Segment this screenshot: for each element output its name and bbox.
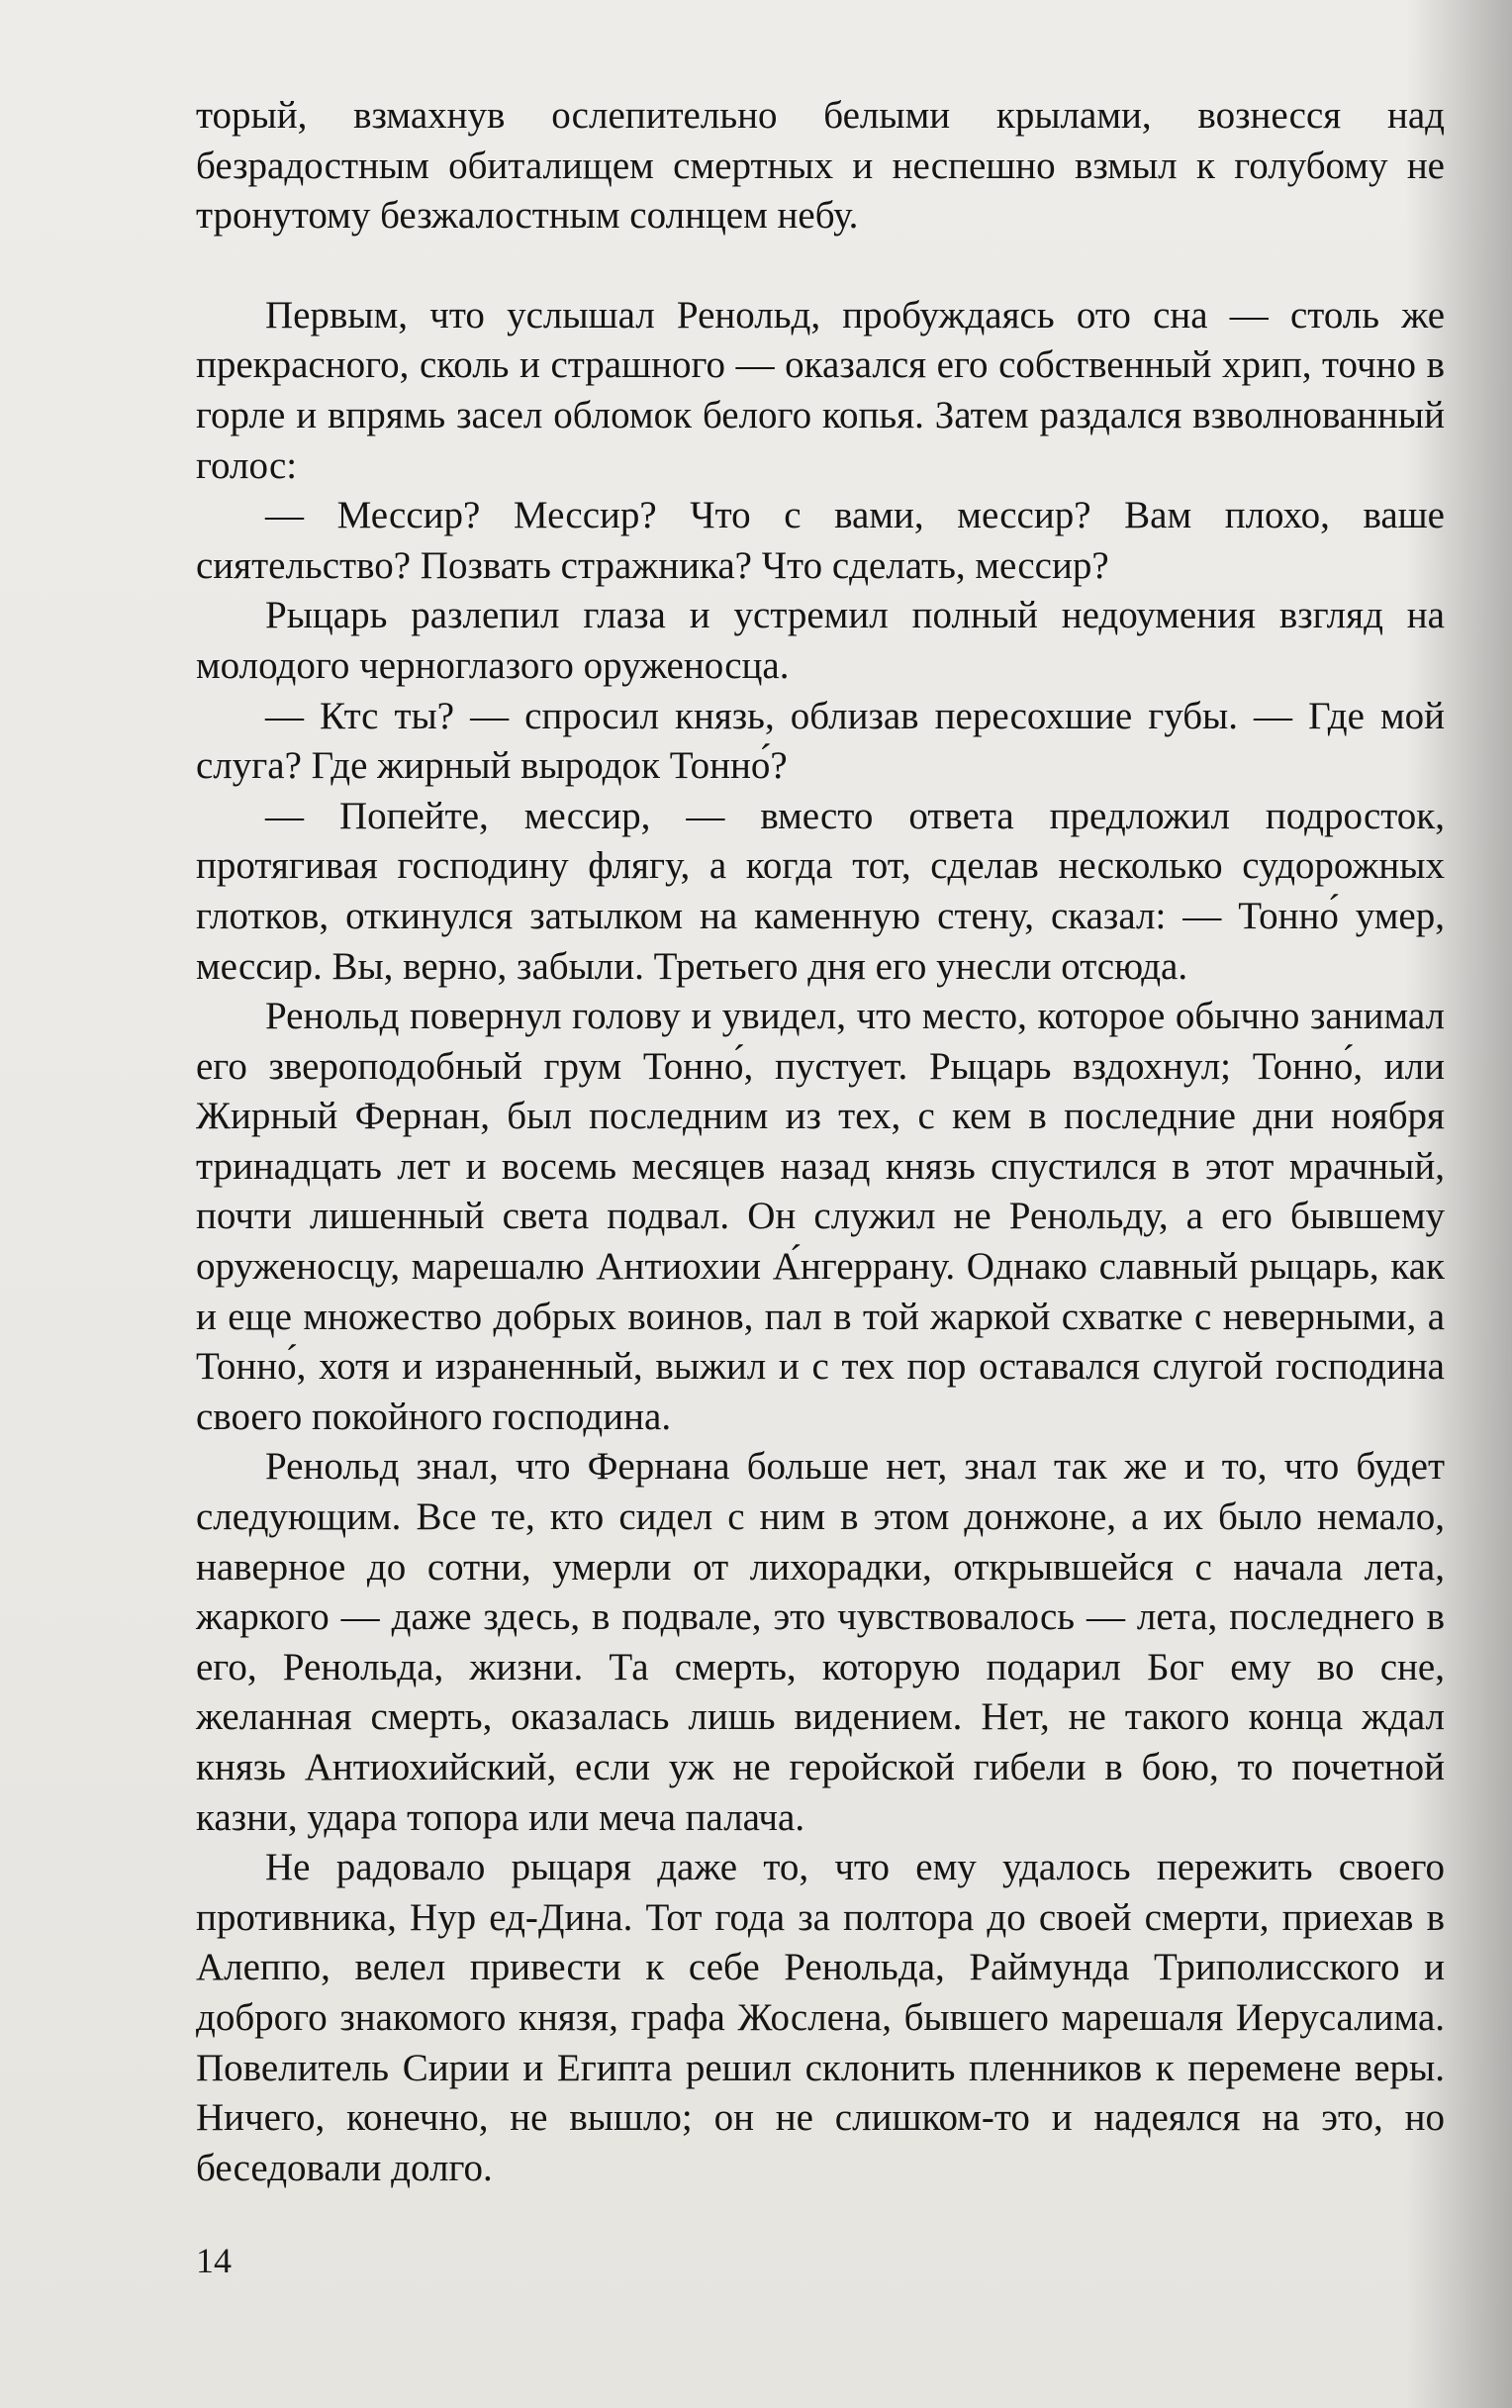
paragraph-8: Ренольд знал, что Фернана больше нет, знал так же и то, что будет следующим. Все те, кто сидел с ним в этом донжоне, а их было немало, наверное до сотни, умерли от лихорадки, открывшейся с начала лета, жаркого — даже здесь, в подвале, это чувствовалось — лета, последнего в его, Ренольда, жизни. Та смерть, которую подарил Бог ему во сне, желанная смерть, оказалась лишь видением. Нет, не такого конца ждал князь Антиохийский, если уж не геройской гибели в бою, то почетной казни, удара топора или меча палача. [196, 1445, 1445, 1839]
paragraph-3: — Мессир? Мессир? Что с вами, мессир? Вам плохо, ваше сиятельство? Позвать стражника? Что сделать, мессир? [196, 494, 1445, 587]
paragraph-2: Первым, что услышал Ренольд, пробуждаясь ото сна — столь же прекрасного, сколь и страшного — оказался его собственный хрип, точно в горле и впрямь засел обломок белого копья. Затем раздался взволнованный голос: [196, 293, 1445, 487]
paragraph-4: Рыцарь разлепил глаза и устремил полный недоумения взгляд на молодого черноглазого оруженосца. [196, 594, 1445, 687]
paragraph-6: — Попейте, мессир, — вместо ответа предложил подросток, протягивая господину флягу, а когда тот, сделав несколько судорожных глотков, откинулся затылком на каменную стену, сказал: — Тонно́ умер, мессир. Вы, верно, забыли. Третьего дня его унесли отсюда. [196, 794, 1445, 988]
page-body-text [196, 91, 1445, 2193]
page-number: 14 [196, 2241, 232, 2280]
paragraph-9: Не радовало рыцаря даже то, что ему удалось пережить своего противника, Нур ед-Дина. Тот года за полтора до своей смерти, приехав в Алеппо, велел привести к себе Ренольда, Раймунда Триполисского и доброго знакомого князя, графа Жослена, бывшего марешаля Иерусалима. Повелитель Сирии и Египта решил склонить пленников к перемене веры. Ничего, конечно, не вышло; он не слишком-то и надеялся на это, но беседовали долго. [196, 1846, 1445, 2189]
paragraph-7: Ренольд повернул голову и увидел, что место, которое обычно занимал его звероподобный грум Тонно́, пустует. Рыцарь вздохнул; Тонно́, или Жирный Фернан, был последним из тех, с кем в последние дни ноября тринадцать лет и восемь месяцев назад князь спустился в этот мрачный, почти лишенный света подвал. Он служил не Ренольду, а его бывшему оруженосцу, марешалю Антиохии А́нгеррану. Однако славный рыцарь, как и еще множество добрых воинов, пал в той жаркой схватке с неверными, а Тонно́, хотя и израненный, выжил и с тех пор оставался слугой господина своего покойного господина. [196, 995, 1445, 1438]
paragraph-1: торый, взмахнув ослепительно белыми крылами, вознесся над безрадостным обиталищем смертных и неспешно взмыл к голубому не тронутому безжалостным солнцем небу. [196, 94, 1445, 238]
paragraph-5: — Ктс ты? — спросил князь, облизав пересохшие губы. — Где мой слуга? Где жирный выродок Тонно́? [196, 694, 1445, 788]
